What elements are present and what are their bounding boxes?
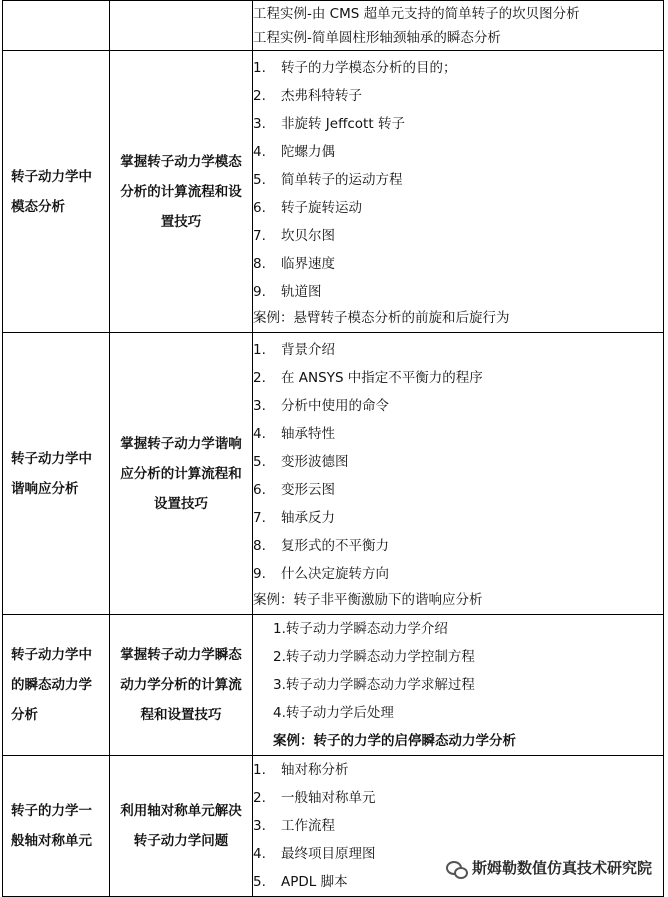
list-item: 4. 最终项目原理图 [253, 846, 376, 862]
topic-cell [3, 756, 110, 897]
goal-cell [110, 615, 253, 756]
list-item: 1.转子动力学瞬态动力学介绍 [273, 621, 448, 637]
topic-cell [3, 51, 110, 333]
topic-cell [3, 1, 110, 51]
list-item: 9. 什么决定旋转方向 [253, 565, 389, 582]
table-row [3, 1, 664, 51]
content-cell [253, 51, 664, 333]
goal-cell [110, 333, 253, 615]
content-cell [253, 615, 664, 756]
list-item: 8. 临界速度 [253, 255, 335, 272]
list-item: 1. 背景介绍 [253, 341, 335, 358]
list-item: 5. APDL 脚本 [253, 874, 348, 890]
list-item: 8. 复形式的不平衡力 [253, 537, 389, 554]
case-line: 案例：转子非平衡激励下的谐响应分析 [253, 591, 483, 608]
topic-cell [3, 615, 110, 756]
goal-cell [110, 756, 253, 897]
goal-text: 掌握转子动力学瞬态动力学分析的计算流程和设置技巧 [120, 647, 242, 723]
goal-text: 掌握转子动力学谐响应分析的计算流程和设置技巧 [120, 435, 242, 512]
topic-text: 转子动力学中的瞬态动力学分析 [11, 647, 92, 723]
list-item: 2. 杰弗科特转子 [253, 87, 362, 104]
list-item: 9. 轨道图 [253, 283, 322, 300]
case-line: 工程实例-简单圆柱形轴颈轴承的瞬态分析 [253, 29, 501, 46]
list-item: 4. 陀螺力偶 [253, 143, 335, 160]
goal-text: 掌握转子动力学模态分析的计算流程和设置技巧 [120, 153, 242, 230]
course-syllabus-table [2, 0, 664, 897]
watermark [446, 857, 652, 878]
table-row [3, 615, 664, 756]
case-line: 案例：转子的力学的启停瞬态动力学分析 [273, 733, 516, 749]
content-cell [253, 1, 664, 51]
goal-cell [110, 1, 253, 51]
list-item: 3. 分析中使用的命令 [253, 397, 389, 414]
case-line: 工程实例-由 CMS 超单元支持的简单转子的坎贝图分析 [253, 5, 580, 22]
watermark-text: 斯姆勒数值仿真技术研究院 [471, 859, 652, 877]
list-item: 7. 坎贝尔图 [253, 227, 335, 244]
list-item: 4.转子动力学后处理 [273, 705, 394, 721]
list-item: 6. 转子旋转运动 [253, 199, 362, 216]
topic-text: 转子的力学一般轴对称单元 [11, 803, 92, 849]
table-row [3, 51, 664, 333]
topic-text: 转子动力学中谐响应分析 [11, 450, 92, 497]
list-item: 4. 轴承特性 [253, 425, 335, 442]
list-item: 3. 工作流程 [253, 818, 335, 834]
goal-text: 利用轴对称单元解决转子动力学问题 [120, 803, 242, 849]
case-line: 案例：悬臂转子模态分析的前旋和后旋行为 [253, 309, 510, 326]
list-item: 5. 简单转子的运动方程 [253, 171, 403, 188]
list-item: 3. 非旋转 Jeffcott 转子 [253, 115, 405, 132]
list-item: 2.转子动力学瞬态动力学控制方程 [273, 649, 475, 665]
list-item: 7. 轴承反力 [253, 509, 335, 526]
table-row [3, 333, 664, 615]
topic-text: 转子动力学中模态分析 [11, 168, 92, 215]
wechat-icon [446, 859, 466, 877]
content-cell [253, 333, 664, 615]
list-item: 1. 转子的力学模态分析的目的； [253, 59, 457, 76]
list-item: 5. 变形波德图 [253, 453, 349, 470]
list-item: 2. 一般轴对称单元 [253, 790, 376, 806]
list-item: 2. 在 ANSYS 中指定不平衡力的程序 [253, 369, 483, 386]
list-item: 1. 轴对称分析 [253, 762, 349, 778]
list-item: 3.转子动力学瞬态动力学求解过程 [273, 677, 475, 693]
topic-cell [3, 333, 110, 615]
goal-cell [110, 51, 253, 333]
list-item: 6. 变形云图 [253, 481, 335, 498]
